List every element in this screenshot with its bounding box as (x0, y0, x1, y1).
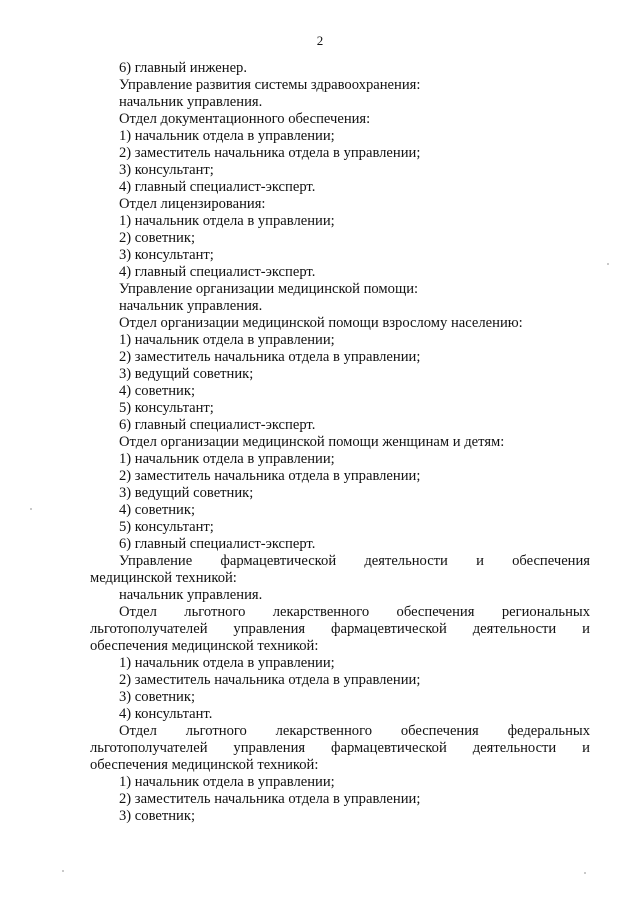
text-line: 3) советник; (119, 808, 196, 824)
text-line: Управление организации медицинской помощи: (119, 281, 419, 297)
text-line: 2) заместитель начальника отдела в управлении; (119, 145, 421, 161)
paragraph-line: Отдел льготного лекарственного обеспечения федеральных (119, 723, 590, 739)
text-line: 1) начальник отдела в управлении; (119, 332, 335, 348)
text-line: 1) начальник отдела в управлении; (119, 451, 335, 467)
text-line: 2) заместитель начальника отдела в управлении; (119, 349, 421, 365)
text-line: 1) начальник отдела в управлении; (119, 128, 335, 144)
paragraph-line: Управление фармацевтической деятельности и обеспечения (119, 553, 590, 569)
text-line: 3) ведущий советник; (119, 366, 254, 382)
scan-speck (30, 508, 32, 510)
text-line: Отдел организации медицинской помощи женщинам и детям: (119, 434, 505, 450)
text-line: 4) главный специалист-эксперт. (119, 179, 316, 195)
text-line: 4) главный специалист-эксперт. (119, 264, 316, 280)
text-line: Отдел организации медицинской помощи взрослому населению: (119, 315, 523, 331)
text-line: 5) консультант; (119, 519, 214, 535)
text-line: 6) главный инженер. (119, 60, 247, 76)
scan-speck (62, 870, 64, 872)
text-line: начальник управления. (119, 587, 263, 603)
scan-speck (607, 263, 609, 265)
text-line: 3) консультант; (119, 247, 214, 263)
paragraph-pharma-department (90, 553, 590, 587)
page-number: 2 (316, 33, 324, 48)
text-line: 2) заместитель начальника отдела в управлении; (119, 672, 421, 688)
text-line: 1) начальник отдела в управлении; (119, 655, 335, 671)
text-line: Отдел документационного обеспечения: (119, 111, 371, 127)
text-line: начальник управления. (119, 298, 263, 314)
paragraph-line: Отдел льготного лекарственного обеспечения региональных (119, 604, 590, 620)
text-line: 3) советник; (119, 689, 196, 705)
paragraph-federal-benefits-department (90, 723, 590, 774)
paragraph-line: обеспечения медицинской техникой: (90, 638, 319, 654)
text-line: 1) начальник отдела в управлении; (119, 213, 335, 229)
text-line: 2) заместитель начальника отдела в управлении; (119, 468, 421, 484)
text-line: 3) ведущий советник; (119, 485, 254, 501)
document-body (90, 60, 590, 825)
paragraph-line: обеспечения медицинской техникой: (90, 757, 319, 773)
text-line: 4) консультант. (119, 706, 213, 722)
text-line: 1) начальник отдела в управлении; (119, 774, 335, 790)
text-line: 4) советник; (119, 383, 196, 399)
paragraph-line: льготополучателей управления фармацевтической деятельности и (90, 621, 590, 637)
text-line: Управление развития системы здравоохранения: (119, 77, 421, 93)
text-line: 4) советник; (119, 502, 196, 518)
text-line: начальник управления. (119, 94, 263, 110)
paragraph-line: льготополучателей управления фармацевтической деятельности и (90, 740, 590, 756)
text-line: Отдел лицензирования: (119, 196, 266, 212)
text-line: 6) главный специалист-эксперт. (119, 536, 316, 552)
text-line: 3) консультант; (119, 162, 214, 178)
text-line: 2) советник; (119, 230, 196, 246)
scan-speck (584, 872, 586, 874)
text-line: 6) главный специалист-эксперт. (119, 417, 316, 433)
paragraph-line: медицинской техникой: (90, 570, 237, 586)
text-line: 2) заместитель начальника отдела в управлении; (119, 791, 421, 807)
text-line: 5) консультант; (119, 400, 214, 416)
paragraph-regional-benefits-department (90, 604, 590, 655)
